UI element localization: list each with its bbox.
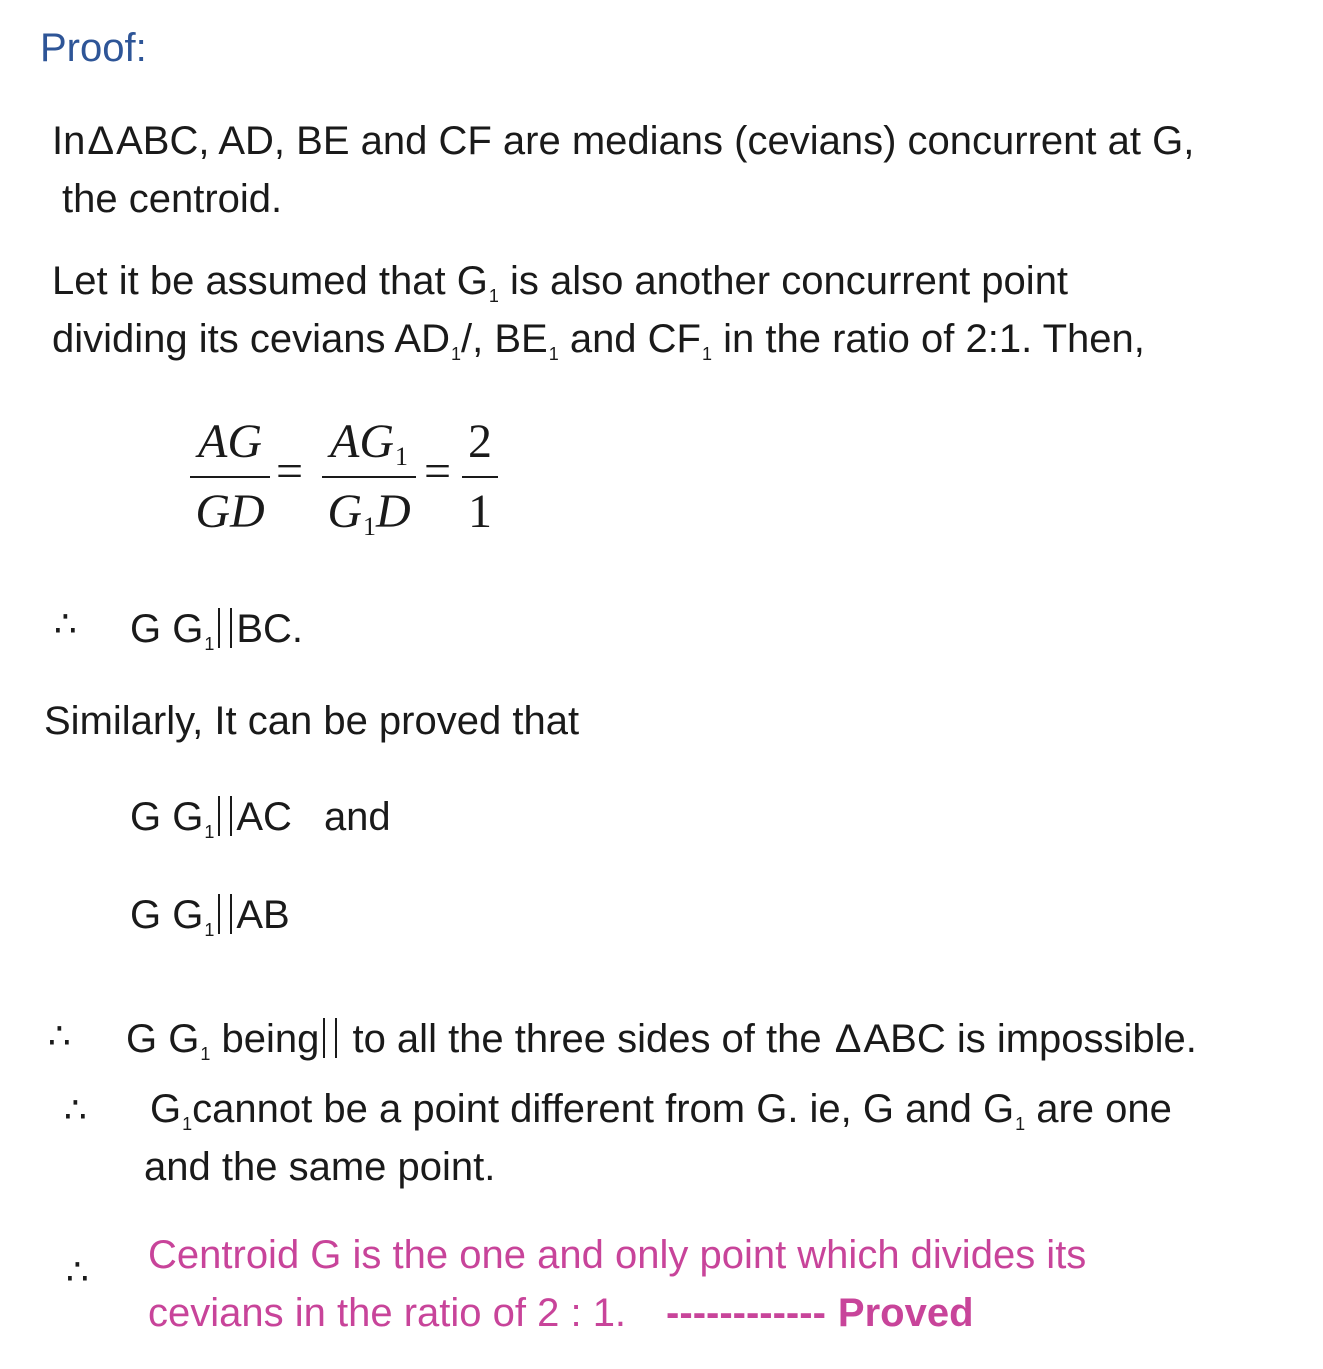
- parallel-symbol: [218, 894, 232, 934]
- g-text: G: [150, 1087, 182, 1131]
- intro-line-1: [52, 112, 1194, 170]
- same-point-line-1: [150, 1080, 1172, 1138]
- and-text: and: [323, 795, 391, 839]
- triangle-symbol: Δ: [87, 119, 115, 163]
- subscript: 1: [204, 634, 215, 654]
- parallel-symbol: [323, 1018, 337, 1058]
- assumption-text-d: /, BE: [460, 317, 548, 361]
- fraction-2-1: [462, 414, 498, 540]
- fraction-numerator: 2: [468, 415, 492, 468]
- subscript: 1: [450, 344, 461, 364]
- same-point-line-2: and the same point.: [144, 1145, 496, 1189]
- therefore-symbol: ∴: [54, 604, 77, 645]
- being-text: being: [210, 1017, 320, 1061]
- numerator-text: AG: [330, 415, 394, 468]
- side-label: AC: [236, 795, 292, 839]
- intro-line-2: the centroid.: [62, 177, 283, 221]
- assumption-text-c: dividing its cevians AD: [52, 317, 450, 361]
- subscript: 1: [200, 1044, 211, 1064]
- gg-text: G G: [130, 607, 204, 651]
- subscript: 1: [488, 286, 499, 306]
- impossibility-statement: [126, 1010, 1197, 1068]
- subscript: 1: [204, 822, 215, 842]
- fraction-ag1-g1d: [322, 414, 416, 540]
- parallel-symbol: [218, 608, 232, 648]
- equals-sign: =: [424, 445, 452, 498]
- proof-heading: Proof:: [40, 26, 147, 70]
- fraction-bar: [190, 476, 270, 478]
- equals-sign: =: [276, 445, 304, 498]
- parallel-statement-bc: [130, 600, 303, 658]
- subscript: 1: [182, 1114, 193, 1134]
- assumption-line-1: [52, 252, 1068, 310]
- assumption-text-a: Let it be assumed that G: [52, 259, 488, 303]
- fraction-numerator: AG: [198, 415, 262, 468]
- final-ratio-text: cevians in the ratio of 2 : 1.: [148, 1291, 627, 1335]
- fraction-denominator: [322, 484, 416, 540]
- gg-text: G G: [130, 795, 204, 839]
- fraction-ag-gd: [190, 414, 270, 540]
- subscript: 1: [394, 442, 408, 471]
- fraction-numerator: [322, 414, 416, 470]
- subscript: 1: [702, 344, 713, 364]
- are-one-text: are one: [1025, 1087, 1172, 1131]
- fraction-bar: [322, 476, 416, 478]
- assumption-text-b: is also another concurrent point: [498, 259, 1069, 303]
- subscript: 1: [1015, 1114, 1026, 1134]
- therefore-symbol: ∴: [64, 1090, 87, 1131]
- sides-text: to all the three sides of the: [341, 1017, 833, 1061]
- gg-text: G G: [130, 893, 204, 937]
- denominator-text: D: [376, 485, 411, 538]
- intro-rest: ABC, AD, BE and CF are medians (cevians) concurrent at G,: [116, 119, 1195, 163]
- assumption-text-e: and CF: [558, 317, 701, 361]
- fraction-bar: [462, 476, 498, 478]
- therefore-symbol: ∴: [66, 1252, 89, 1293]
- final-conclusion-line-1: Centroid G is the one and only point which divides its: [148, 1233, 1087, 1277]
- assumption-text-f: in the ratio of 2:1. Then,: [712, 317, 1145, 361]
- subscript: 1: [204, 920, 215, 940]
- assumption-line-2: [52, 310, 1145, 368]
- fraction-denominator: GD: [195, 485, 265, 538]
- therefore-symbol: ∴: [48, 1016, 71, 1057]
- impossible-text: ABC is impossible.: [863, 1017, 1197, 1061]
- final-conclusion-line-2: [148, 1284, 974, 1342]
- denominator-text: G: [327, 485, 362, 538]
- side-label: BC.: [236, 607, 304, 651]
- different-text: cannot be a point different from G. ie, G and G: [192, 1087, 1015, 1131]
- similarly-line: Similarly, It can be proved that: [44, 699, 580, 743]
- gg-text: G G: [126, 1017, 200, 1061]
- parallel-statement-ac: [130, 788, 391, 846]
- fraction-denominator: 1: [468, 485, 492, 538]
- proved-label: Proved: [837, 1291, 974, 1335]
- dashes: ------------: [666, 1291, 826, 1335]
- parallel-symbol: [218, 796, 232, 836]
- triangle-symbol: Δ: [834, 1017, 862, 1061]
- parallel-statement-ab: [130, 886, 290, 944]
- subscript: 1: [363, 512, 376, 541]
- intro-in: In: [52, 119, 86, 163]
- side-label: AB: [236, 893, 290, 937]
- subscript: 1: [548, 344, 559, 364]
